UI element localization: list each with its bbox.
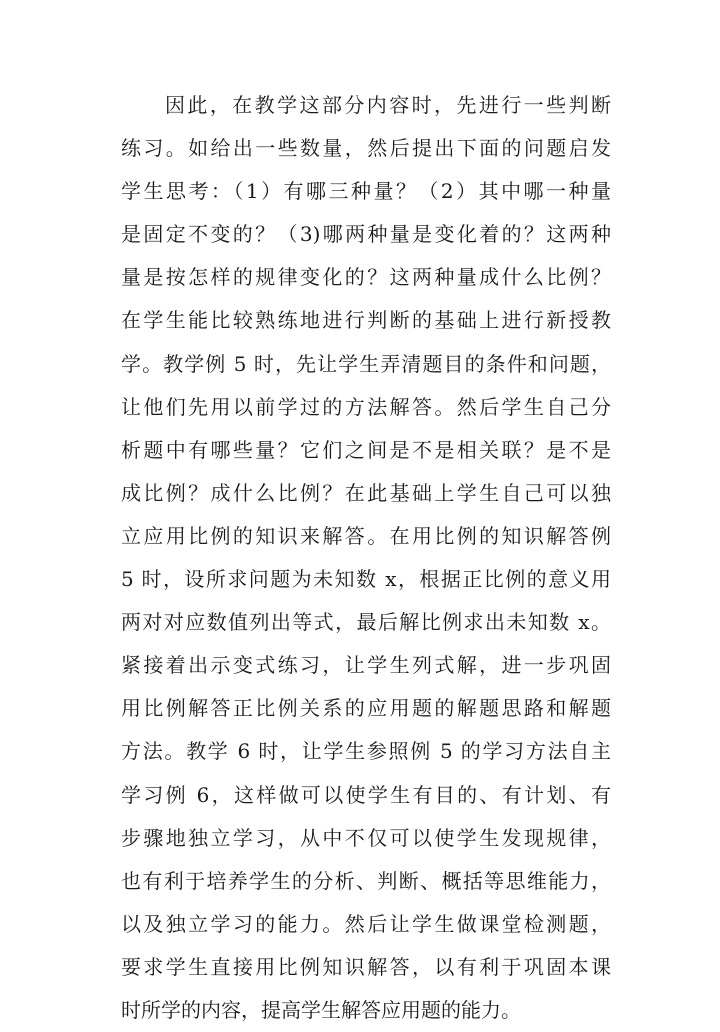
paragraph-line: 也有利于培养学生的分析、判断、概括等思维能力， <box>121 868 611 893</box>
paragraph-line: 步骤地独立学习，从中不仅可以使学生发现规律， <box>121 825 611 850</box>
paragraph-line: 练习。如给出一些数量，然后提出下面的问题启发 <box>121 136 611 161</box>
paragraph-line: 紧接着出示变式练习，让学生列式解，进一步巩固 <box>121 653 611 678</box>
paragraph-line: 5 时，设所求问题为未知数 x，根据正比例的意义用 <box>121 567 611 592</box>
paragraph-line: 成比例？成什么比例？在此基础上学生自己可以独 <box>121 480 611 505</box>
paragraph-line: 析题中有哪些量？它们之间是不是相关联？是不是 <box>121 437 611 462</box>
paragraph-line: 两对对应数值列出等式，最后解比例求出未知数 x。 <box>121 610 611 635</box>
paragraph-line: 在学生能比较熟练地进行判断的基础上进行新授教 <box>121 308 611 333</box>
paragraph-line: 让他们先用以前学过的方法解答。然后学生自己分 <box>121 394 611 419</box>
paragraph-line: 学习例 6，这样做可以使学生有目的、有计划、有 <box>121 782 611 807</box>
paragraph-line: 量是按怎样的规律变化的？这两种量成什么比例？ <box>121 265 611 290</box>
paragraph-line: 以及独立学习的能力。然后让学生做课堂检测题， <box>121 911 611 936</box>
paragraph-line: 时所学的内容，提高学生解答应用题的能力。 <box>121 997 521 1022</box>
paragraph-line: 要求学生直接用比例知识解答，以有利于巩固本课 <box>121 954 611 979</box>
paragraph-line: 学。教学例 5 时，先让学生弄清题目的条件和问题， <box>121 351 611 376</box>
paragraph-line: 用比例解答正比例关系的应用题的解题思路和解题 <box>121 696 611 721</box>
paragraph-line: 方法。教学 6 时，让学生参照例 5 的学习方法自主 <box>121 739 611 764</box>
paragraph <box>121 84 611 1032</box>
paragraph-line: 立应用比例的知识来解答。在用比例的知识解答例 <box>121 523 611 548</box>
paragraph-line: 是固定不变的？（3)哪两种量是变化着的？这两种 <box>121 222 611 247</box>
paragraph-line: 因此，在教学这部分内容时，先进行一些判断 <box>165 93 611 117</box>
paragraph-line: 学生思考：（1）有哪三种量？（2）其中哪一种量 <box>121 179 611 204</box>
